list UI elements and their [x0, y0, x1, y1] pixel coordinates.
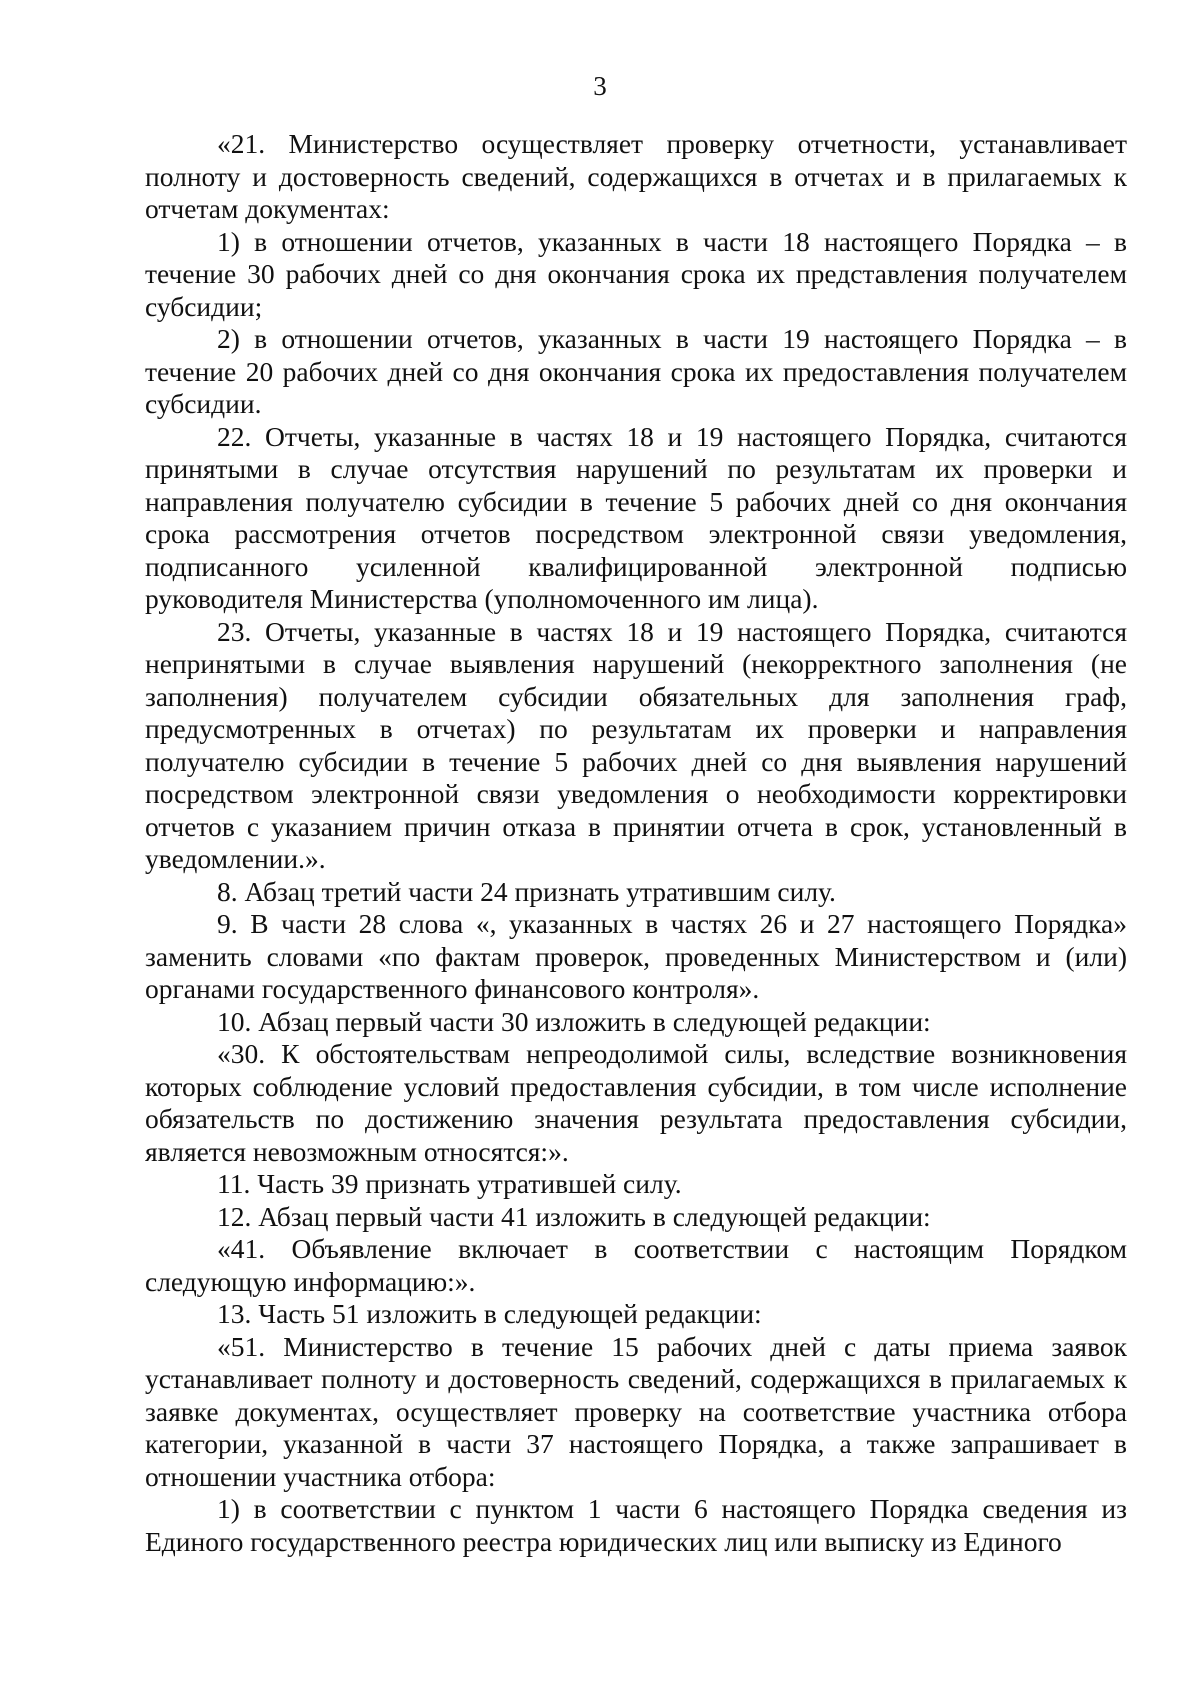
paragraph-22: 22. Отчеты, указанные в частях 18 и 19 настоящего Порядка, считаются принятыми в случае отсутствия нарушений по результатам их проверки и направления получателю субсидии в течение 5 рабочих дней со дня окончания срока рассмотрения отчетов посредством электронной связи уведомления, подписанного усиленной квалифицированной электронной подписью руководителя Министерства (уполномоченного им лица).	[145, 420, 1127, 614]
paragraph-21: «21. Министерство осуществляет проверку отчетности, устанавливает полноту и достоверность сведений, содержащихся в отчетах и в прилагаемых к отчетам документах:	[145, 128, 1127, 224]
paragraph-23: 23. Отчеты, указанные в частях 18 и 19 настоящего Порядка, считаются непринятыми в случае выявления нарушений (некорректного заполнения (не заполнения) получателем субсидии обязательных для заполнения граф, предусмотренных в отчетах) по результатам их проверки и направления получателю субсидии в течение 5 рабочих дней со дня выявления нарушений посредством электронной связи уведомления о необходимости корректировки отчетов с указанием причин отказа в принятии отчета в срок, установленный в уведомлении.».	[145, 615, 1127, 874]
amendment-13: 13. Часть 51 изложить в следующей редакции:	[217, 1298, 762, 1329]
page-number: 3	[593, 71, 607, 101]
paragraph-30: «30. К обстоятельствам непреодолимой силы, вследствие возникновения которых соблюдение условий предоставления субсидии, в том числе исполнение обязательств по достижению значения результата предоставления субсидии, является невозможным относятся:».	[145, 1038, 1127, 1167]
amendment-12: 12. Абзац первый части 41 изложить в следующей редакции:	[217, 1200, 931, 1232]
amendment-8: 8. Абзац третий части 24 признать утратившим силу.	[217, 875, 836, 907]
amendment-9: 9. В части 28 слова «, указанных в частях 26 и 27 настоящего Порядка» заменить словами «по фактам проверок, проведенных Министерством и (или) органами государственного финансового контроля».	[145, 908, 1127, 1004]
paragraph-21-item-2: 2) в отношении отчетов, указанных в части 19 настоящего Порядка – в течение 20 рабочих дней со дня окончания срока их предоставления получателем субсидии.	[145, 323, 1127, 419]
paragraph-51: «51. Министерство в течение 15 рабочих дней с даты приема заявок устанавливает полноту и достоверность сведений, содержащихся в прилагаемых к заявке документах, осуществляет проверку на соответствие участника отбора категории, указанной в части 37 настоящего Порядка, а также запрашивает в отношении участника отбора:	[145, 1330, 1127, 1492]
document-body	[145, 128, 1127, 1558]
amendment-10: 10. Абзац первый части 30 изложить в следующей редакции:	[217, 1005, 931, 1037]
paragraph-41: «41. Объявление включает в соответствии с настоящим Порядком следующую информацию:».	[145, 1233, 1127, 1297]
paragraph-51-item-1: 1) в соответствии с пунктом 1 части 6 настоящего Порядка сведения из Единого государственного реестра юридических лиц или выписку из Единого	[145, 1493, 1127, 1557]
paragraph-21-item-1: 1) в отношении отчетов, указанных в части 18 настоящего Порядка – в течение 30 рабочих дней со дня окончания срока их представления получателем субсидии;	[145, 225, 1127, 322]
amendment-11: 11. Часть 39 признать утратившей силу.	[217, 1168, 682, 1199]
